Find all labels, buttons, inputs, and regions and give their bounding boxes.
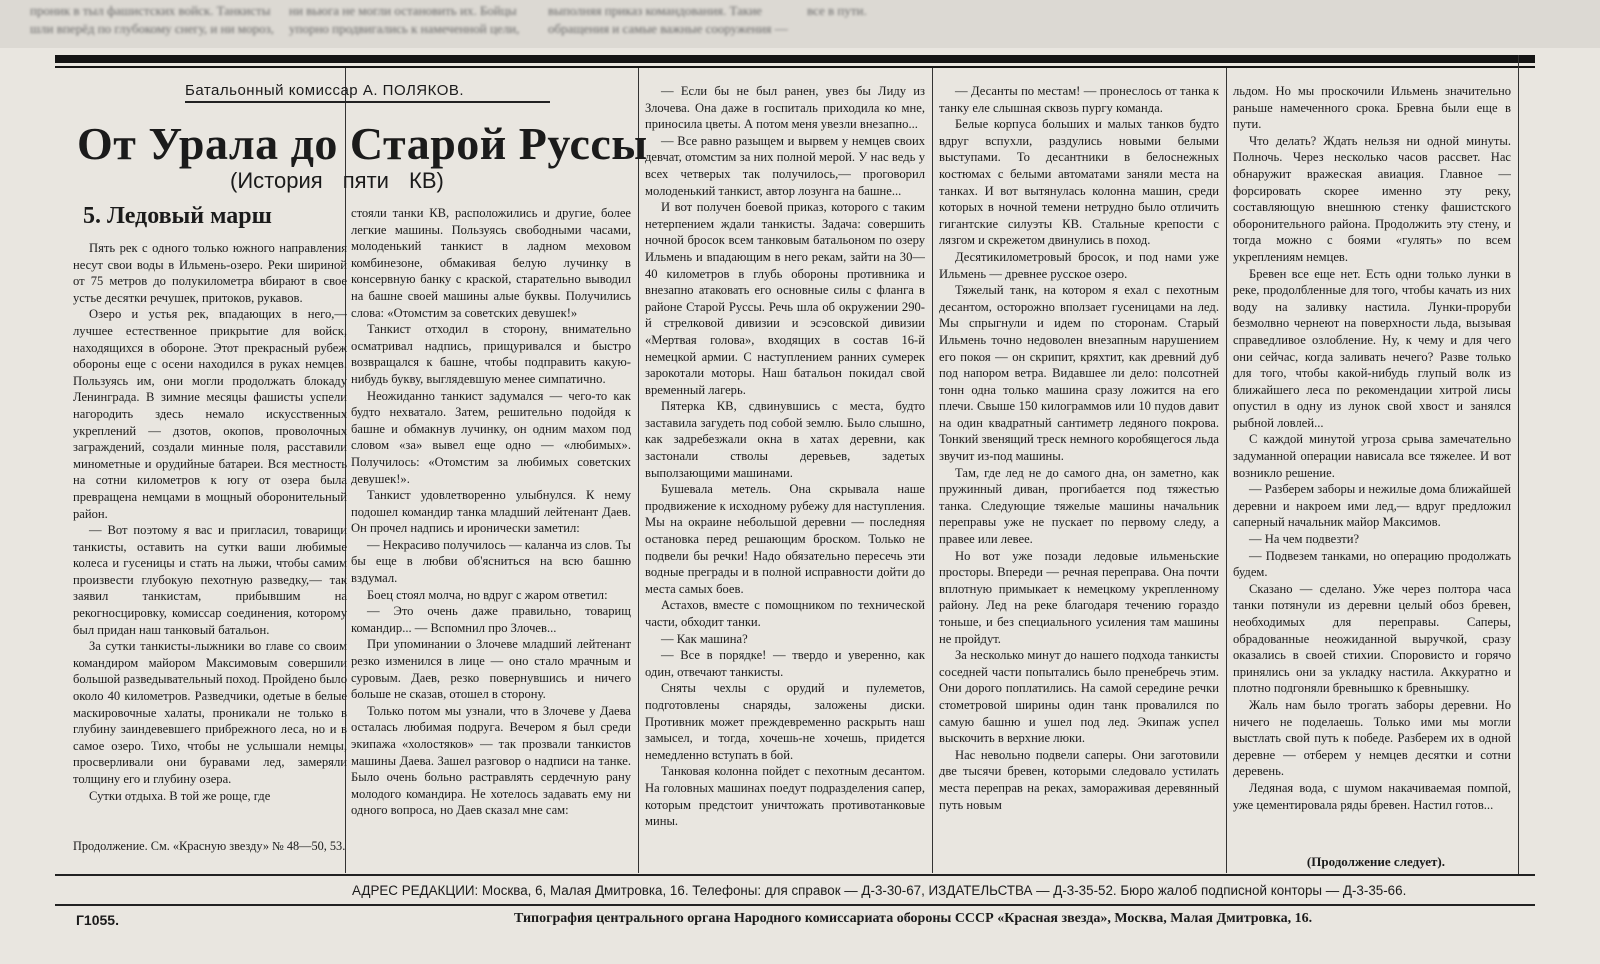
paragraph: Только потом мы узнали, что в Злочеве у Даева осталась любимая подруга. Вечером я был среди экипажа «холостяков» — так прозвали танкистов машины Даева. Зашел разговор о надписи на танке. Было очень больно растравлять сердечную рану молодого командира. Не хотелось задавать ему ни одного вопроса, но Даев сказал мне сам: (351, 703, 631, 818)
paragraph: Танкист удовлетворенно улыбнулся. К нему подошел командир танка младший лейтенант Даев. Он прочел надпись и иронически заметил: (351, 488, 631, 536)
paragraph: Пятерка КВ, сдвинувшись с места, будто заставила загудеть под собой землю. Было слышно, как задребезжали окна в хатах деревни, как застонали стволы деревьев, задетых выползающими машинами. (645, 399, 925, 480)
text-column-5 (1233, 83, 1511, 851)
section-heading: 5. Ледовый марш (83, 203, 272, 229)
paragraph: Жаль нам было трогать заборы деревни. Но ничего не поделаешь. Только ими мы могли выстлать свой путь к победе. Разберем их в одной деревне — отберем у немцев десятки и сотни деревень. (1233, 697, 1511, 779)
paragraph: — Вот поэтому я вас и пригласил, товарищи танкисты, оставить на сутки ваши любимые колеса и гусеницы и стать на лыжи, чтобы самим произвести глубокую пехотную разведку,— так заявил танкистам, прибывшим на рекогносцировку, комиссар соединения, которому был придан наш танковый батальон. (73, 523, 347, 637)
footer-rule-upper (55, 874, 1535, 876)
byline: Батальонный комиссар А. ПОЛЯКОВ. (185, 82, 550, 103)
paragraph: Сняты чехлы с орудий и пулеметов, подготовлены снаряды, заложены диски. Противник может преждевременно раскрыть наш замысел, и тогда, хочешь-не хочешь, придется немедленно вступать в бой. (645, 681, 925, 762)
text-column-3 (645, 83, 925, 869)
paragraph: — Если бы не был ранен, увез бы Лиду из Злочева. Она даже в госпиталь приходила ко мне, приносила цветы. А потом меня увезли внезапно... (645, 84, 925, 132)
continuation-note: Продолжение. См. «Красную звезду» № 48—50, 53. (73, 839, 346, 853)
paragraph: — Как машина? (661, 631, 748, 646)
paragraph: За несколько минут до нашего подхода танкисты соседней части попытались было пренебречь этим. Они дорого поплатились. На самой середине речки стометровой ширины один танк провалился по самую башню и ушел под лед. Экипаж успел выскочить в верхние люки. (939, 648, 1219, 746)
paragraph: Что делать? Ждать нельзя ни одной минуты. Полночь. Через несколько часов рассвет. Нас обнаружит вражеская авиация. Главное — форсировать скорее именно эту реку, составляющую внешнюю стенку фашистского оборонительного района. Продолжить эту стену, и тогда можно с боями «гулять» по всем укреплениям немцев. (1233, 133, 1511, 264)
article (55, 68, 1535, 873)
printer-imprint: Типография центрального органа Народного комиссариата обороны СССР «Красная звезда», Москва, Малая Дмитровка, 16. (514, 911, 1313, 926)
paragraph: Нас невольно подвели саперы. Они заготовили две тысячи бревен, которыми следовало устилать места переправ на реках, замораживая деревянный путь новым (939, 747, 1219, 812)
paragraph: При упоминании о Злочеве младший лейтенант резко изменился в лице — оно стало мрачным и суровым. Даев, резко повернувшись и ничего больше не сказав, отошел в сторону. (351, 637, 631, 702)
paragraph: Танковая колонна пойдет с пехотным десантом. На головных машинах поедут подразделения сапер, которым предстоит уничтожать противотанковые мины. (645, 764, 925, 829)
paragraph: — Подвезем танками, но операцию продолжать будем. (1233, 548, 1511, 580)
paragraph: Тяжелый танк, на котором я ехал с пехотным десантом, осторожно вползает гусеницами на лед. Мы спрыгнули и идем по сторонам. Старый Ильмень точно недоволен внезапным нарушением его покоя — он скрипит, кряхтит, как древний дуб под напором ветра. Видавшее ли дело: полсотней тонн одна только машина сразу ложится на его плечи. Свыше 150 килограммов или 10 пудов давит на один квадратный сантиметр ледяного покрова. Тонкий звенящий треск немного коробящегося льда звучит из-под машины. (939, 283, 1219, 464)
paragraph: — Все равно разыщем и вырвем у немцев своих девчат, отомстим за них полной мерой. У нас ведь у всех четверых так получилось,— проговорил молоденький танкист, автор лозунга на башне... (645, 133, 925, 198)
paragraph: Но вот уже позади ледовые ильменьские просторы. Впереди — речная переправа. Она почти вплотную примыкает к немецкому укрепленному району. Лед на реке благодаря течению гораздо тоньше, и без специального усиления там машины не пройдут. (939, 548, 1219, 646)
issue-code: Г1055. (76, 912, 119, 928)
paragraph: Бушевала метель. Она скрывала наше продвижение к исходному рубежу для наступления. Мы на окраине небольшой деревни — последняя остановка перед решающим броском. Только не подвели бы речки! Надо обязательно пересечь эти водные преграды и в полной исправности дойти до места самых боев. (645, 482, 925, 596)
text-column-4 (939, 83, 1219, 869)
footer-rule-lower (55, 904, 1535, 906)
paragraph: Неожиданно танкист задумался — чего-то как будто нехватало. Затем, решительно подойдя к башне и обмакнув лучинку, он одним махом под словом «за» вывел еще одно — «любимых». Получилось: «Отомстим за любимых советских девушек!». (351, 388, 631, 486)
paragraph: Озеро и устья рек, впадающих в него,— лучшее естественное прикрытие для войск, находящихся в обороне. Этот прекрасный рубеж обороны еще с осени находился в руках немцев. Пользуясь им, они могли продолжать блокаду Ленинграда. В зимние месяцы фашисты успели нагородить здесь немало искусственных укреплений — дзотов, окопов, проволочных заграждений, создали минные поля, расставили минометные и орудийные батареи. Вся местность на сотни километров к югу от озера была превращена немцами в мощный оборонительный район. (73, 307, 347, 521)
previous-article-text: проник в тыл фашистских войск. Танкисты шли вперёд по глубокому снегу, и ни мороз, ни вьюга не могли остановить их. Бойцы упорно продвигались к намеченной цели, выполняя приказ командования. Такие обращения и самые важные сооружения — все в пути. (30, 3, 867, 36)
paragraph: стояли танки КВ, расположились и другие, более легкие машины. Пользуясь свободными часами, молоденький танкист в ладном меховом комбинезоне, обмакивая белую лучинку в консервную банку с краской, старательно выводил на башне своей машины алые буквы. Получились слова: «Отомстим за советских девушек!» (351, 206, 631, 320)
paragraph: Сказано — сделано. Уже через полтора часа танки потянули из деревни целый обоз бревен, необходимых для переправы. Саперы, обрадованные неожиданной выручкой, сразу оказались в своей стихии. Споровисто и горячо принялись они за укладку настила. Аккуратно и плотно подгоняли бревнышко к бревнышку. (1233, 581, 1511, 696)
paragraph: И вот получен боевой приказ, которого с таким нетерпением ждали танкисты. Задача: совершить ночной бросок всем танковым батальоном по озеру Ильмень и впадающим в него рекам, зайти на 30—40 километров в глубь обороны противника и внезапно атаковать его основные силы с фланга в районе Старой Руссы. Речь шла об окружении 290-й стрелковой дивизии и эсэсовской дивизии «Мертвая голова», входящих в состав 16-й немецкой армии. С наступлением ранних сумерек зарокотали моторы. Наш батальон покидал свой временный лагерь. (645, 200, 925, 397)
previous-article-strip (0, 0, 1600, 48)
paragraph: Бревен все еще нет. Есть одни только лунки в реке, продолбленные для того, чтобы качать из них воду на заливку настила. Лунки-проруби безмолвно чернеют на поверхности льда, вызывая справедливое озлобление. Ну, к чему и для чего они сейчас, когда заливать нечего? Разве только для того, чтобы какой-нибудь глупый волк из ближайшего леса по рекомендации хитрой лисы опустил в одну из лунок свой хвост и занялся рыбной ловлей... (1233, 266, 1511, 430)
headline: От Урала до Старой Руссы (77, 118, 648, 169)
editorial-address: АДРЕС РЕДАКЦИИ: Москва, 6, Малая Дмитровка, 16. Телефоны: для справок — Д-3-30-67, ИЗДАТЕЛЬСТВА — Д-3-35-52. Бюро жалоб подписной конторы — Д-3-35-66. (352, 883, 1407, 898)
paragraph: Десятикилометровый бросок, и под нами уже Ильмень — древнее русское озеро. (939, 249, 1219, 281)
paragraph: — Разберем заборы и нежилые дома ближайшей деревни и накроем ими лед,— вдруг предложил саперный начальник майор Максимов. (1233, 482, 1511, 530)
paragraph: Пять рек с одного только южного направления несут свои воды в Ильмень-озеро. Реки шириной от 75 метров до полукилометра вбирают в свое устье десятки речушек, притоков, рукавов. (73, 241, 347, 305)
subheadline: (История пяти КВ) (230, 168, 444, 193)
paragraph: Ледяная вода, с шумом накачиваемая помпой, уже цементировала ряды бревен. Настил готов... (1233, 780, 1511, 812)
paragraph: С каждой минутой угроза срыва замечательно задуманной операции нависала все тяжелее. И вот возникло решение. (1233, 432, 1511, 480)
paragraph: — Десанты по местам! — пронеслось от танка к танку еле слышная сквозь пургу команда. (939, 84, 1219, 115)
paragraph: Астахов, вместе с помощником по технической части, обходит танки. (645, 598, 925, 629)
paragraph: Сутки отдыха. В той же роще, где (89, 788, 271, 803)
paragraph: За сутки танкисты-лыжники во главе со своим командиром майором Максимовым совершили большой разведывательный поход. Пройдено было около 40 километров. Разведчики, одетые в белые маскировочные халаты, проникали не только в глубину заиндевевшего прибрежного леса, но и в самое озеро. Тихо, чтобы не услышали немцы, просверливали они буравами лед, замеряли толщину его и глубину озера. (73, 639, 347, 786)
paragraph: льдом. Но мы проскочили Ильмень значительно раньше намеченного срока. Бревна были еще в пути. (1233, 84, 1511, 132)
top-heavy-rule (55, 55, 1535, 63)
paragraph: Белые корпуса больших и малых танков будто вдруг вспухли, раздулись новыми белыми выступами. То десантники в белоснежных костюмах с белыми автоматами заняли места на танках. И вот вытянулась колонна машин, среди которых в ночной темени нетрудно было отличить гигантские силуэты КВ. Стальные крепости с лязгом и скрежетом двинулись в поход. (939, 117, 1219, 248)
text-column-2 (351, 205, 631, 869)
paragraph: — На чем подвезти? (1249, 532, 1360, 547)
to-be-continued: (Продолжение следует). (1306, 854, 1445, 869)
paragraph: Там, где лед не до самого дна, он заметно, как пружинный диван, прогибается под тяжестью танка. Следующие тяжелые машины начальник переправы уже не пускает по первому следу, а правее или левее. (939, 465, 1219, 547)
text-column-1 (73, 240, 347, 835)
paragraph: — Все в порядке! — твердо и уверенно, как один, отвечают танкисты. (645, 648, 925, 679)
paragraph: — Некрасиво получилось — каланча из слов. Ты бы еще в любви об'ясниться на всю башню вздумал. (351, 537, 631, 586)
paragraph: Танкист отходил в сторону, внимательно осматривал надпись, прищуривался и быстро возвращался к башне, чтобы подправить какую-нибудь букву, выглядевшую менее симпатично. (351, 322, 631, 386)
paragraph: — Это очень даже правильно, товарищ командир... — Вспомнил про Злочев... (351, 604, 631, 635)
paragraph: Боец стоял молча, но вдруг с жаром ответил: (367, 587, 608, 602)
